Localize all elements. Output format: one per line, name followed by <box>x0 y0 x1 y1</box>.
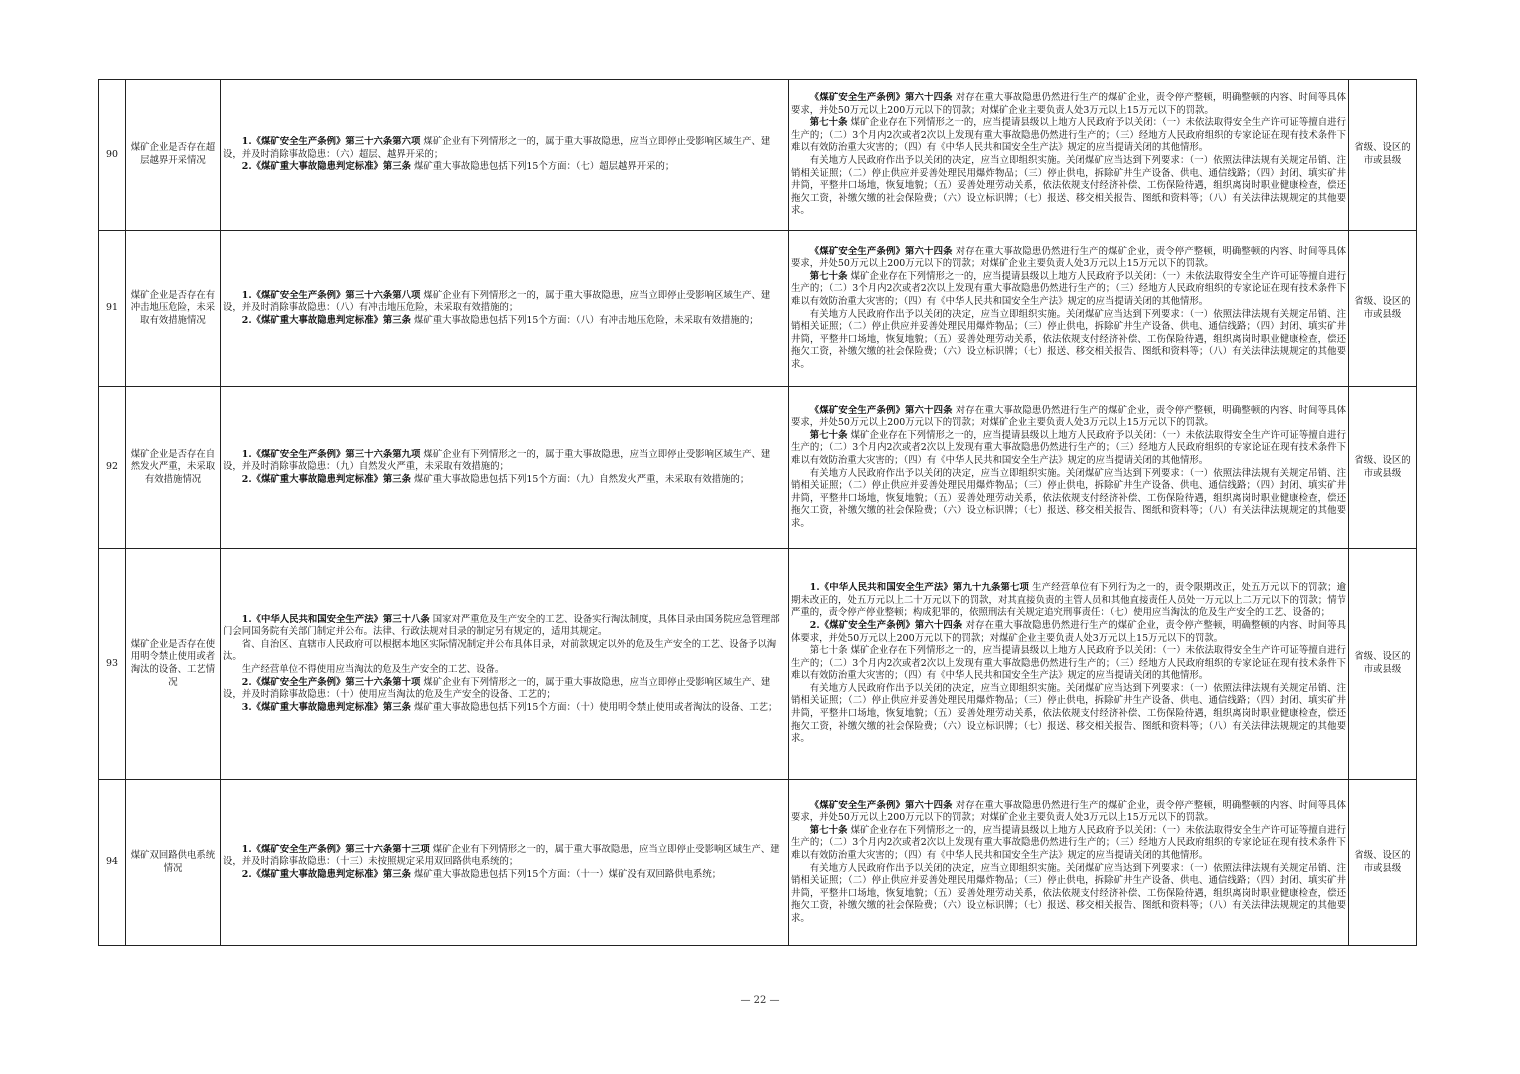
penalty-provisions <box>789 80 1349 231</box>
enforcement-level: 省级、设区的市或县级 <box>1349 80 1417 231</box>
clause-text: 第七十条 煤矿企业存在下列情形之一的，应当提请县级以上地方人民政府予以关闭：（一）未依法取得安全生产许可证等擅自进行生产的；（二）3个月内2次或者2次以上发现有重大事故隐患仍然进行生产的；（三）经地方人民政府组织的专家论证在现有技术条件下难以有效防治重大灾害的；（四）有《中华人民共和国安全生产法》规定的应当提请关闭的其他情形。 <box>791 645 1346 682</box>
clause-text: 煤矿重大事故隐患包括下列15个方面：（十一）煤矿没有双回路供电系统； <box>410 868 722 880</box>
clause-title: 第七十条 <box>809 270 848 282</box>
clause-title: 1.《煤矿安全生产条例》第三十六条第九项 <box>241 448 421 460</box>
clause-paragraph <box>791 683 1346 746</box>
clause-title: 2.《煤矿重大事故隐患判定标准》第三条 <box>241 314 411 326</box>
clause-title: 第七十条 <box>809 429 848 441</box>
clause-title: 《煤矿安全生产条例》第六十四条 <box>809 245 953 257</box>
clause-title: 2.《煤矿安全生产条例》第三十六条第十项 <box>241 676 421 688</box>
clause-title: 1.《煤矿安全生产条例》第三十六条第八项 <box>241 289 421 301</box>
clause-paragraph <box>791 309 1346 372</box>
penalty-provisions <box>789 387 1349 549</box>
basis-list <box>223 614 786 715</box>
clause-paragraph <box>223 844 786 869</box>
row-number: 91 <box>99 231 126 387</box>
clause-paragraph <box>791 430 1346 468</box>
clause-paragraph <box>223 474 786 487</box>
clause-text: 对存在重大事故隐患仍然进行生产的煤矿企业，责令停产整顿，明确整顿的内容、时间等具体要求，并处50万元以上200万元以下的罚款；对煤矿企业主要负责人处3万元以上15万元以下的罚款。 <box>791 92 1346 116</box>
inspection-item: 煤矿企业是否存在超层越界开采情况 <box>126 80 221 231</box>
clause-text: 生产经营单位不得使用应当淘汰的危及生产安全的工艺、设备。 <box>241 664 505 675</box>
clause-text: 煤矿企业有下列情形之一的，属于重大事故隐患，应当立即停止受影响区域生产、建设，并及时消除事故隐患：（八）有冲击地压危险，未采取有效措施的； <box>223 289 771 314</box>
legal-basis <box>221 231 789 387</box>
clause-paragraph <box>223 290 786 315</box>
page-number: — 22 — <box>740 995 780 1006</box>
clause-paragraph <box>791 271 1346 309</box>
penalty-provisions <box>789 231 1349 387</box>
inspection-item: 煤矿双回路供电系统情况 <box>126 780 221 946</box>
clause-text: 有关地方人民政府作出予以关闭的决定，应当立即组织实施。关闭煤矿应当达到下列要求：（一）依照法律法规有关规定吊销、注销相关证照；（二）停止供应并妥善处理民用爆炸物品；（三）停止供电，拆除矿井生产设备、供电、通信线路；（四）封闭、填实矿井井筒，平整井口场地，恢复地貌；（五）妥善处理劳动关系，依法依规支付经济补偿、工伤保险待遇，组织离岗时职业健康检查，偿还拖欠工资，补缴欠缴的社会保险费；（六）设立标识牌；（七）报送、移交相关报告、图纸和资料等；（八）有关法律法规规定的其他要求。 <box>791 682 1346 745</box>
penalty-list <box>791 92 1346 218</box>
clause-title: 1.《煤矿安全生产条例》第三十六条第六项 <box>241 136 421 148</box>
penalty-provisions <box>789 780 1349 946</box>
clause-title: 第七十条 <box>809 824 848 836</box>
clause-paragraph <box>791 246 1346 271</box>
inspection-item: 煤矿企业是否存在有冲击地压危险，未采取有效措施情况 <box>126 231 221 387</box>
table-row <box>99 387 1417 549</box>
clause-paragraph <box>223 664 786 677</box>
enforcement-level: 省级、设区的市或县级 <box>1349 549 1417 780</box>
clause-paragraph <box>791 468 1346 531</box>
inspection-item: 煤矿企业是否存在使用明令禁止使用或者淘汰的设备、工艺情况 <box>126 549 221 780</box>
basis-list <box>223 290 786 328</box>
clause-paragraph <box>223 677 786 702</box>
clause-text: 生产经营单位有下列行为之一的，责令限期改正，处五万元以下的罚款；逾期未改正的，处五万元以上二十万元以下的罚款，对其直接负责的主管人员和其他直接责任人员处一万元以上二万元以下的罚款；情节严重的，责令停产停业整顿；构成犯罪的，依照刑法有关规定追究刑事责任：（七）使用应当淘汰的危及生产安全的工艺、设备的； <box>791 582 1346 619</box>
clause-paragraph <box>223 869 786 882</box>
clause-text: 国家对严重危及生产安全的工艺、设备实行淘汰制度，具体目录由国务院应急管理部门会同国务院有关部门制定并公布。法律、行政法规对目录的制定另有规定的，适用其规定。 <box>223 613 780 638</box>
penalty-list <box>791 246 1346 372</box>
clause-text: 对存在重大事故隐患仍然进行生产的煤矿企业，责令停产整顿，明确整顿的内容、时间等具体要求，并处50万元以上200万元以下的罚款；对煤矿企业主要负责人处3万元以上15万元以下的罚款。 <box>791 404 1346 429</box>
clause-paragraph <box>791 645 1346 683</box>
clause-title: 《煤矿安全生产条例》第六十四条 <box>809 799 953 811</box>
clause-paragraph <box>791 117 1346 155</box>
inspection-item: 煤矿企业是否存在自然发火严重，未采取有效措施情况 <box>126 387 221 549</box>
clause-text: 对存在重大事故隐患仍然进行生产的煤矿企业，责令停产整顿，明确整顿的内容、时间等具体要求，并处50万元以上200万元以下的罚款；对煤矿企业主要负责人处3万元以上15万元以下的罚款。 <box>791 245 1346 270</box>
clause-text: 对存在重大事故隐患仍然进行生产的煤矿企业，责令停产整顿，明确整顿的内容、时间等具体要求，并处50万元以上200万元以下的罚款；对煤矿企业主要负责人处3万元以上15万元以下的罚款。 <box>791 619 1346 644</box>
basis-list <box>223 844 786 882</box>
clause-paragraph <box>223 702 786 715</box>
clause-text: 煤矿企业有下列情形之一的，属于重大事故隐患，应当立即停止受影响区域生产、建设，并及时消除事故隐患：（十）使用应当淘汰的危及生产安全的设备、工艺的； <box>223 676 771 701</box>
enforcement-level: 省级、设区的市或县级 <box>1349 231 1417 387</box>
clause-paragraph <box>223 161 786 174</box>
clause-text: 煤矿企业存在下列情形之一的，应当提请县级以上地方人民政府予以关闭：（一）未依法取得安全生产许可证等擅自进行生产的；（二）3个月内2次或者2次以上发现有重大事故隐患仍然进行生产的；（三）经地方人民政府组织的专家论证在现有技术条件下难以有效防治重大灾害的；（四）有《中华人民共和国安全生产法》规定的应当提请关闭的其他情形。 <box>791 824 1346 861</box>
clause-title: 1.《中华人民共和国安全生产法》第三十八条 <box>241 613 430 625</box>
clause-paragraph <box>223 315 786 328</box>
clause-title: 1.《煤矿安全生产条例》第三十六条第十三项 <box>241 843 430 855</box>
clause-text: 煤矿企业存在下列情形之一的，应当提请县级以上地方人民政府予以关闭：（一）未依法取得安全生产许可证等擅自进行生产的；（二）3个月内2次或者2次以上发现有重大事故隐患仍然进行生产的；（三）经地方人民政府组织的专家论证在现有技术条件下难以有效防治重大灾害的；（四）有《中华人民共和国安全生产法》规定的应当提请关闭的其他情形。 <box>791 270 1346 307</box>
clause-title: 2.《煤矿重大事故隐患判定标准》第三条 <box>241 161 411 173</box>
clause-text: 煤矿企业存在下列情形之一的，应当提请县级以上地方人民政府予以关闭：（一）未依法取得安全生产许可证等擅自进行生产的；（二）3个月内2次或者2次以上发现有重大事故隐患仍然进行生产的；（三）经地方人民政府组织的专家论证在现有技术条件下难以有效防治重大灾害的；（四）有《中华人民共和国安全生产法》规定的应当提请关闭的其他情形。 <box>791 429 1346 466</box>
penalty-list <box>791 405 1346 531</box>
clause-text: 有关地方人民政府作出予以关闭的决定，应当立即组织实施。关闭煤矿应当达到下列要求：（一）依照法律法规有关规定吊销、注销相关证照；（二）停止供应并妥善处理民用爆炸物品；（三）停止供电，拆除矿井生产设备、供电、通信线路；（四）封闭、填实矿井井筒，平整井口场地，恢复地貌；（五）妥善处理劳动关系，依法依规支付经济补偿、工伤保险待遇，组织离岗时职业健康检查，偿还拖欠工资，补缴欠缴的社会保险费；（六）设立标识牌；（七）报送、移交相关报告、图纸和资料等；（八）有关法律法规规定的其他要求。 <box>791 862 1346 924</box>
clause-text: 省、自治区、直辖市人民政府可以根据本地区实际情况制定并公布具体目录，对前款规定以外的危及生产安全的工艺、设备予以淘汰。 <box>223 638 777 663</box>
penalty-provisions <box>789 549 1349 780</box>
clause-text: 煤矿重大事故隐患包括下列15个方面：（八）有冲击地压危险，未采取有效措施的； <box>410 314 759 326</box>
legal-basis <box>221 549 789 780</box>
clause-paragraph <box>223 136 786 161</box>
table-row <box>99 231 1417 387</box>
clause-text: 煤矿重大事故隐患包括下列15个方面：（七）超层越界开采的； <box>410 161 675 173</box>
clause-paragraph <box>791 863 1346 926</box>
row-number: 90 <box>99 80 126 231</box>
clause-title: 第七十条 <box>809 117 848 129</box>
legal-basis <box>221 387 789 549</box>
penalty-list <box>791 800 1346 926</box>
row-number: 94 <box>99 780 126 946</box>
clause-paragraph <box>223 614 786 639</box>
clause-text: 对存在重大事故隐患仍然进行生产的煤矿企业，责令停产整顿，明确整顿的内容、时间等具体要求，并处50万元以上200万元以下的罚款；对煤矿企业主要负责人处3万元以上15万元以下的罚款。 <box>791 799 1346 824</box>
clause-text: 煤矿企业有下列情形之一的，属于重大事故隐患，应当立即停止受影响区域生产、建设，并及时消除事故隐患：（十三）未按照规定采用双回路供电系统的； <box>223 843 780 868</box>
enforcement-level: 省级、设区的市或县级 <box>1349 780 1417 946</box>
clause-text: 有关地方人民政府作出予以关闭的决定，应当立即组织实施。关闭煤矿应当达到下列要求：（一）依照法律法规有关规定吊销、注销相关证照；（二）停止供应并妥善处理民用爆炸物品；（三）停止供电，拆除矿井生产设备、供电、通信线路；（四）封闭、填实矿井井筒，平整井口场地，恢复地貌；（五）妥善处理劳动关系，依法依规支付经济补偿、工伤保险待遇，组织离岗时职业健康检查，偿还拖欠工资，补缴欠缴的社会保险费；（六）设立标识牌；（七）报送、移交相关报告、图纸和资料等；（八）有关法律法规规定的其他要求。 <box>791 155 1346 217</box>
legal-basis <box>221 780 789 946</box>
clause-paragraph <box>791 92 1346 117</box>
clause-text: 煤矿重大事故隐患包括下列15个方面：（九）自然发火严重，未采取有效措施的； <box>410 473 750 485</box>
enforcement-level: 省级、设区的市或县级 <box>1349 387 1417 549</box>
clause-paragraph <box>791 800 1346 825</box>
clause-text: 煤矿企业有下列情形之一的，属于重大事故隐患，应当立即停止受影响区域生产、建设，并及时消除事故隐患：（九）自然发火严重，未采取有效措施的； <box>223 448 771 473</box>
basis-list <box>223 136 786 174</box>
clause-title: 2.《煤矿重大事故隐患判定标准》第三条 <box>241 868 411 880</box>
table-row <box>99 549 1417 780</box>
clause-text: 煤矿企业存在下列情形之一的，应当提请县级以上地方人民政府予以关闭：（一）未依法取得安全生产许可证等擅自进行生产的；（二）3个月内2次或者2次以上发现有重大事故隐患仍然进行生产的；（三）经地方人民政府组织的专家论证在现有技术条件下难以有效防治重大灾害的；（四）有《中华人民共和国安全生产法》规定的应当提请关闭的其他情形。 <box>791 117 1346 154</box>
clause-paragraph <box>223 639 786 664</box>
clause-text: 煤矿重大事故隐患包括下列15个方面：（十）使用明令禁止使用或者淘汰的设备、工艺； <box>410 701 778 713</box>
clause-text: 有关地方人民政府作出予以关闭的决定，应当立即组织实施。关闭煤矿应当达到下列要求：（一）依照法律法规有关规定吊销、注销相关证照；（二）停止供应并妥善处理民用爆炸物品；（三）停止供电，拆除矿井生产设备、供电、通信线路；（四）封闭、填实矿井井筒，平整井口场地，恢复地貌；（五）妥善处理劳动关系，依法依规支付经济补偿、工伤保险待遇，组织离岗时职业健康检查，偿还拖欠工资，补缴欠缴的社会保险费；（六）设立标识牌；（七）报送、移交相关报告、图纸和资料等；（八）有关法律法规规定的其他要求。 <box>791 308 1346 370</box>
row-number: 93 <box>99 549 126 780</box>
clause-paragraph <box>223 449 786 474</box>
clause-paragraph <box>791 620 1346 645</box>
table-row <box>99 80 1417 231</box>
clause-paragraph <box>791 825 1346 863</box>
legal-basis <box>221 80 789 231</box>
clause-paragraph <box>791 405 1346 430</box>
clause-text: 有关地方人民政府作出予以关闭的决定，应当立即组织实施。关闭煤矿应当达到下列要求：（一）依照法律法规有关规定吊销、注销相关证照；（二）停止供应并妥善处理民用爆炸物品；（三）停止供电，拆除矿井生产设备、供电、通信线路；（四）封闭、填实矿井井筒，平整井口场地，恢复地貌；（五）妥善处理劳动关系，依法依规支付经济补偿、工伤保险待遇，组织离岗时职业健康检查，偿还拖欠工资，补缴欠缴的社会保险费；（六）设立标识牌；（七）报送、移交相关报告、图纸和资料等；（八）有关法律法规规定的其他要求。 <box>791 467 1346 529</box>
table-row <box>99 780 1417 946</box>
clause-title: 2.《煤矿重大事故隐患判定标准》第三条 <box>241 473 411 485</box>
clause-paragraph <box>791 155 1346 218</box>
row-number: 92 <box>99 387 126 549</box>
clause-title: 2.《煤矿安全生产条例》第六十四条 <box>809 619 963 631</box>
basis-list <box>223 449 786 487</box>
regulation-table <box>98 79 1417 946</box>
clause-text: 煤矿企业有下列情形之一的，属于重大事故隐患，应当立即停止受影响区域生产、建设，并及时消除事故隐患：（六）超层、越界开采的； <box>223 136 771 160</box>
clause-paragraph <box>791 582 1346 620</box>
clause-title: 《煤矿安全生产条例》第六十四条 <box>809 404 953 416</box>
clause-title: 3.《煤矿重大事故隐患判定标准》第三条 <box>241 701 411 713</box>
clause-title: 《煤矿安全生产条例》第六十四条 <box>809 92 953 104</box>
clause-title: 1.《中华人民共和国安全生产法》第九十九条第七项 <box>809 582 1030 594</box>
penalty-list <box>791 582 1346 746</box>
